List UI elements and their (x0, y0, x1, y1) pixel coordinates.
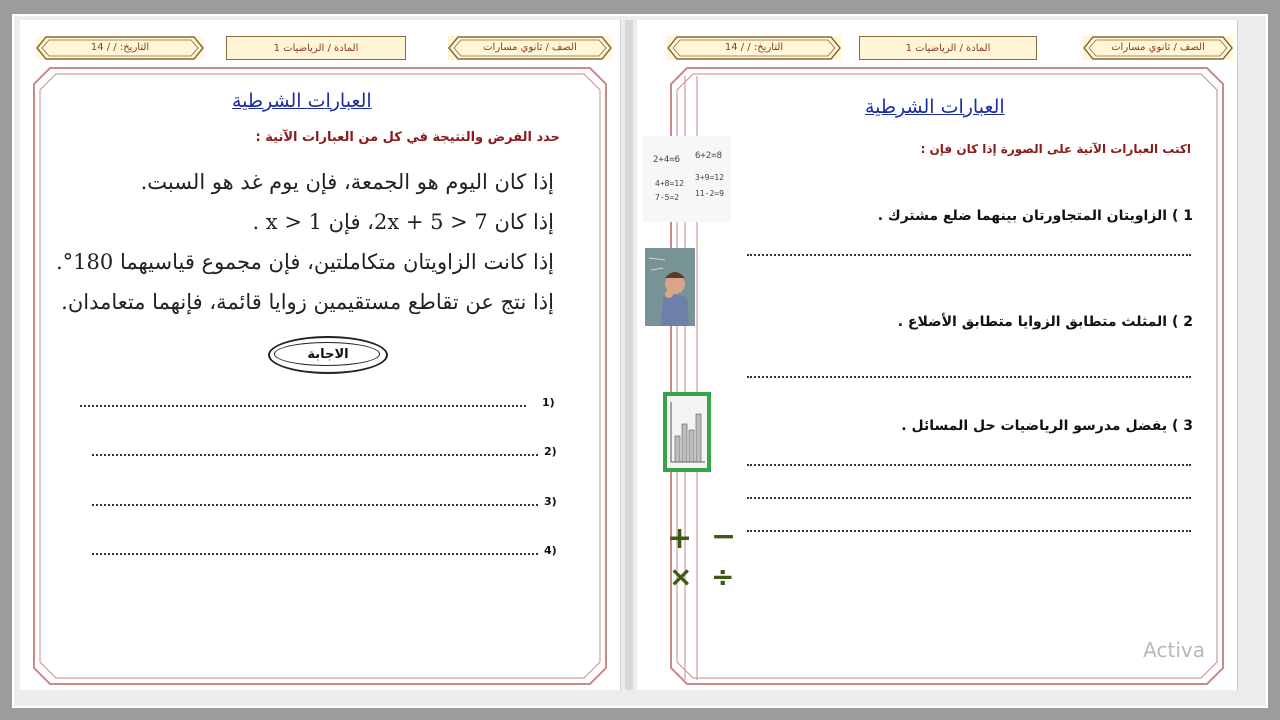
answer-line-4 (92, 553, 538, 555)
answer-oval (268, 336, 388, 374)
instruction-text-right: اكتب العبارات الآتية على الصورة إذا كان فإن : (920, 142, 1191, 156)
minus-icon: − (711, 520, 737, 554)
subject-label-right: المادة / الرياضيات 1 (905, 43, 991, 54)
answer-number-2: 2) (544, 445, 557, 458)
question-3-line-2 (747, 497, 1191, 499)
answer-line-3 (92, 504, 538, 506)
statement-2: إذا كان 7 < 2x + 5، فإن x > 1 . (252, 210, 554, 234)
date-header-tag (36, 36, 204, 60)
question-3: 3 ) يفضل مدرسو الرياضيات حل المسائل . (901, 418, 1193, 434)
note-line-6: 11-2=9 (695, 189, 724, 198)
subject-header-tag (226, 36, 406, 60)
statement-1: إذا كان اليوم هو الجمعة، فإن يوم غد هو السبت. (140, 170, 554, 194)
divide-icon: ÷ (711, 560, 735, 592)
bar-chart-icon (663, 392, 711, 472)
question-2-line (747, 376, 1191, 378)
page-title-right: العبارات الشرطية (865, 96, 1005, 118)
page-gutter (625, 20, 633, 690)
class-header-tag (448, 36, 612, 60)
worksheet-page-right (637, 20, 1238, 690)
multiply-icon: × (669, 560, 693, 592)
page-title: العبارات الشرطية (232, 90, 372, 112)
note-line-5: 7-5=2 (655, 193, 680, 202)
answer-number-3: 3) (544, 495, 557, 508)
answer-number-1: 1) (542, 396, 555, 409)
question-3-line-1 (747, 464, 1191, 466)
answer-label: الاجابة (307, 347, 349, 362)
instruction-text: حدد الفرض والنتيجة في كل من العبارات الآتية : (255, 130, 560, 145)
math-operators-icon (665, 520, 737, 592)
statement-4: إذا نتج عن تقاطع مستقيمين زوايا قائمة، فإنهما متعامدان. (61, 290, 554, 314)
student-at-chalkboard-image (645, 248, 695, 326)
question-1: 1 ) الزاويتان المتجاورتان بينهما ضلع مشترك . (877, 208, 1193, 224)
note-line-2: 6+2=8 (695, 151, 723, 161)
question-3-line-3 (747, 530, 1191, 532)
date-label-right: التاريخ: / / 14 (724, 42, 784, 53)
date-header-tag-right (667, 36, 841, 60)
handwritten-math-notes-image (643, 136, 731, 222)
answer-line-1 (80, 405, 526, 407)
subject-label: المادة / الرياضيات 1 (273, 43, 359, 54)
note-line-3: 4+8=12 (655, 179, 684, 188)
answer-number-4: 4) (544, 544, 557, 557)
class-label-right: الصف / ثانوي مسارات (1111, 42, 1205, 53)
question-2: 2 ) المثلث متطابق الزوايا متطابق الأضلاع . (897, 314, 1193, 330)
class-header-tag-right (1083, 36, 1233, 60)
question-1-line (747, 254, 1191, 256)
statement-3: إذا كانت الزاويتان متكاملتين، فإن مجموع قياسيهما 180°. (55, 250, 554, 274)
plus-icon: + (667, 521, 693, 556)
subject-header-tag-right (859, 36, 1037, 60)
note-line-1: 2+4=6 (653, 155, 681, 165)
worksheet-page-left (20, 20, 621, 690)
activation-watermark: Activa (1143, 638, 1205, 662)
date-label: التاريخ: / / 14 (90, 42, 150, 53)
answer-line-2 (92, 454, 538, 456)
note-line-4: 3+9=12 (695, 173, 724, 182)
class-label: الصف / ثانوي مسارات (483, 42, 577, 53)
